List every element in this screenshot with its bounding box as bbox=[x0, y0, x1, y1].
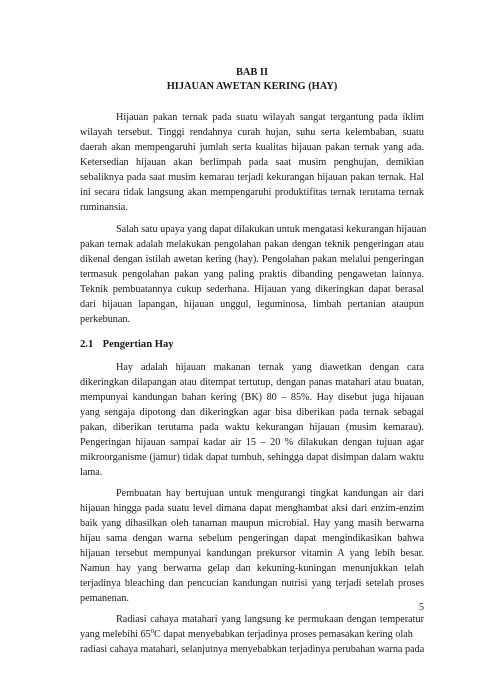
section-heading bbox=[80, 338, 174, 352]
paragraph-line: baik yang dihasilkan oleh tanaman maupun microbial. Hay yang masih berwarna bbox=[80, 518, 424, 529]
paragraph-line: terjadinya bleaching dan pencucian kandungan nutrisi yang terjadi setelah proses bbox=[80, 578, 424, 589]
paragraph-line: Pembuatan hay bertujuan untuk mengurangi tingkat kandungan air dari bbox=[116, 488, 424, 499]
paragraph-line: Salah satu upaya yang dapat dilakukan untuk mengatasi kekurangan hijauan bbox=[116, 224, 427, 235]
chapter-title: HIJAUAN AWETAN KERING (HAY) bbox=[166, 81, 338, 92]
paragraph-line: Teknik pembuatannya cukup sederhana. Hijauan yang dikeringkan dapat berasal bbox=[80, 284, 424, 295]
paragraph-line: daerah akan mempengaruhi jumlah serta kualitas hijauan pakan ternak yang ada. bbox=[80, 142, 424, 153]
chapter-label: BAB II bbox=[235, 67, 269, 78]
paragraph-line: radiasi cahaya matahari, selanjutnya menyebabkan terjadinya perubahan warna pada bbox=[80, 644, 425, 655]
text-run: yang melebihi 65 bbox=[80, 629, 151, 640]
paragraph-line: ruminansia. bbox=[80, 202, 128, 213]
page-number: 5 bbox=[419, 602, 424, 613]
paragraph-line: Radiasi cahaya matahari yang langsung ke permukaan dengan temperatur bbox=[116, 614, 424, 625]
paragraph-line: pakan, diberikan terutama pada waktu kekurangan hijauan (musim kemarau). bbox=[80, 422, 424, 433]
paragraph-line: pakan ternak adalah melakukan pengolahan pakan dengan teknik pengeringan atau bbox=[80, 239, 424, 250]
section-number: 2.1 bbox=[80, 339, 94, 350]
paragraph-line: Pengeringan hijauan sampai kadar air 15 – 20 % dilakukan dengan tujuan agar bbox=[80, 437, 424, 448]
paragraph-line: dikeringkan dilapangan atau ditempat tertutup, dengan panas matahari atau buatan, bbox=[80, 377, 424, 388]
paragraph-line: dikenal dengan istilah awetan kering (hay). Pengolahan pakan melalui pengeringan bbox=[80, 254, 424, 265]
superscript: 0 bbox=[150, 628, 154, 635]
paragraph-line: wilayah tersebut. Tinggi rendahnya curah hujan, suhu serta kelembaban, suatu bbox=[80, 127, 424, 138]
paragraph-line: Hijauan pakan ternak pada suatu wilayah sangat tergantung pada iklim bbox=[116, 112, 424, 123]
section-title: Pengertian Hay bbox=[102, 339, 174, 350]
paragraph-line bbox=[80, 627, 413, 642]
paragraph-line: lama. bbox=[80, 467, 103, 478]
paragraph-line: hijauan hingga pada suatu level dimana dapat menghambat aksi dari enzim-enzim bbox=[80, 503, 424, 514]
paragraph-line: Ketersedian hijauan akan berlimpah pada saat musim penghujan, demikian bbox=[80, 157, 424, 168]
paragraph-line: hijau sama dengan warna sebelum pengeringan dapat mengindikasikan bahwa bbox=[80, 533, 424, 544]
paragraph-line: pemanenan. bbox=[80, 593, 129, 604]
paragraph-line: perkebunan. bbox=[80, 314, 131, 325]
paragraph-line: ini secara tidak langsung akan mempengaruhi produktifitas ternak terutama ternak bbox=[80, 187, 424, 198]
paragraph-line: sebaliknya pada saat musim kemarau terjadi kekurangan hijauan pakan ternak. Hal bbox=[80, 172, 424, 183]
paragraph-line: Hay adalah hijauan makanan ternak yang diawetkan dengan cara bbox=[116, 362, 424, 373]
paragraph-line: mikroorganisme (jamur) tidak dapat tumbuh, sehingga dapat disimpan dalam waktu bbox=[80, 452, 424, 463]
paragraph-line: hijauan tersebut mempunyai kandungan prekursor vitamin A yang lebih besar. bbox=[80, 548, 424, 559]
paragraph-line: Namun hay yang berwarna gelap dan kekuning-kuningan menunjukkan telah bbox=[80, 563, 424, 574]
paragraph-line: termasuk pengolahan pakan yang paling praktis dibanding pengawetan lainnya. bbox=[80, 269, 424, 280]
paragraph-line: dari hijauan lapangan, hijauan unggul, leguminosa, limbah pertanian ataupun bbox=[80, 299, 424, 310]
paragraph-line: yang sengaja dipotong dan dikeringkan agar bisa diberikan pada ternak sebagai bbox=[80, 407, 424, 418]
paragraph-line: mempunyai kandungan bahan kering (BK) 80 – 85%. Hay disebut juga hijauan bbox=[80, 392, 424, 403]
text-run: C dapat menyebabkan terjadinya proses pemasakan kering olah bbox=[153, 629, 413, 640]
